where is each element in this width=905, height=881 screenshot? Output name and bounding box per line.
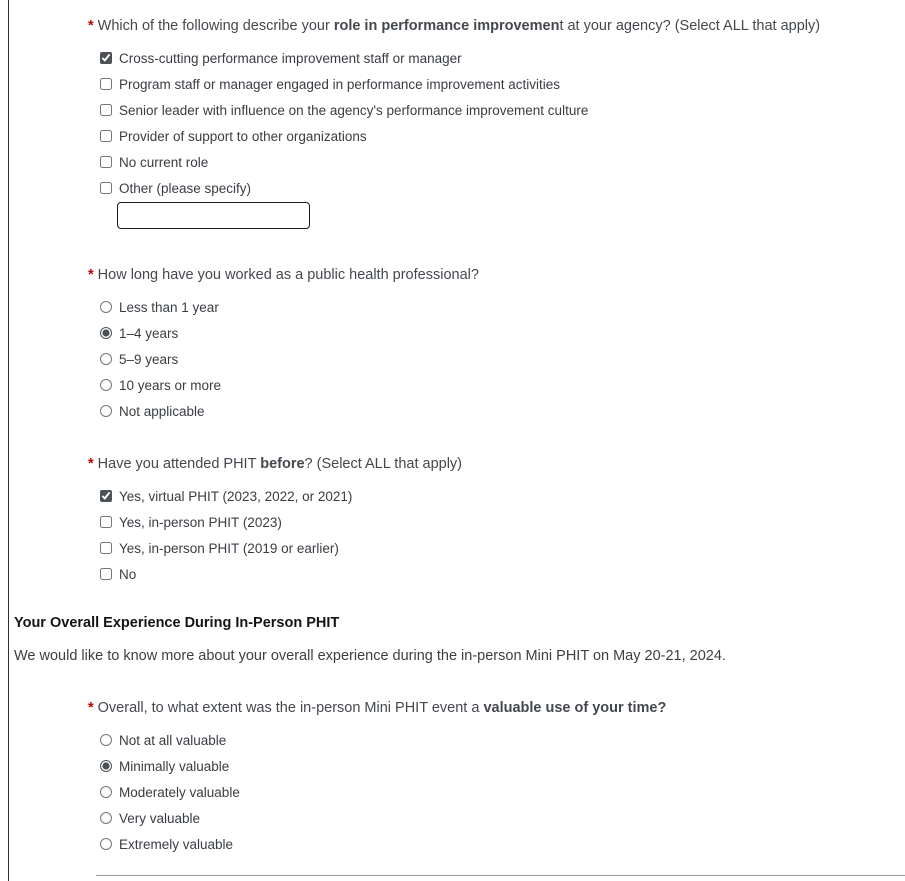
question-role-text-bold: role in performance improvemen <box>333 18 560 34</box>
option-label: Cross-cutting performance improvement staff or manager <box>119 50 462 66</box>
question-attended-text-bold: before <box>260 456 305 472</box>
section-heading: Your Overall Experience During In-Person PHIT <box>14 615 340 631</box>
radio-5-9-years[interactable] <box>100 353 112 365</box>
question-role-label <box>88 16 823 37</box>
option-label: 10 years or more <box>119 377 222 393</box>
option-label: No current role <box>119 154 209 170</box>
checkbox-provider-support[interactable] <box>100 130 112 142</box>
question-role-text-after: t at your agency? (Select ALL that apply) <box>559 18 821 34</box>
option-label: No <box>119 566 137 582</box>
question-valuable-block <box>88 698 875 857</box>
question-tenure-label <box>88 265 823 286</box>
radio-very-valuable[interactable] <box>100 812 112 824</box>
radio-not-applicable[interactable] <box>100 405 112 417</box>
question-valuable-options <box>100 727 875 857</box>
question-valuable-text-before: Overall, to what extent was the in-person Mini PHIT event a <box>97 700 484 716</box>
radio-moderately-valuable[interactable] <box>100 786 112 798</box>
option-label: Yes, in-person PHIT (2023) <box>119 514 282 530</box>
section-description: We would like to know more about your overall experience during the in-person Mini PHIT on May 20-21, 2024. <box>14 648 726 664</box>
radio-less-than-1-year[interactable] <box>100 301 112 313</box>
checkbox-no[interactable] <box>100 568 112 580</box>
question-role-block <box>88 16 875 229</box>
checkbox-option-provider-support[interactable] <box>100 123 875 149</box>
radio-option-10-years-or-more[interactable] <box>100 372 875 398</box>
question-attended-options <box>100 483 875 587</box>
required-asterisk: * <box>88 700 94 716</box>
option-label: 5–9 years <box>119 351 179 367</box>
checkbox-other[interactable] <box>100 182 112 194</box>
question-tenure-options <box>100 294 875 424</box>
option-label: Provider of support to other organizations <box>119 128 367 144</box>
other-specify-input[interactable] <box>117 202 310 229</box>
radio-minimally-valuable[interactable] <box>100 760 112 772</box>
checkbox-cross-cutting[interactable] <box>100 52 112 64</box>
checkbox-no-current-role[interactable] <box>100 156 112 168</box>
radio-option-minimally-valuable[interactable] <box>100 753 875 779</box>
bottom-divider <box>96 875 905 876</box>
radio-option-very-valuable[interactable] <box>100 805 875 831</box>
option-label: Minimally valuable <box>119 758 230 774</box>
option-label: Moderately valuable <box>119 784 240 800</box>
option-label: 1–4 years <box>119 325 179 341</box>
radio-not-at-all-valuable[interactable] <box>100 734 112 746</box>
checkbox-in-person-2019[interactable] <box>100 542 112 554</box>
radio-1-4-years[interactable] <box>100 327 112 339</box>
radio-option-not-at-all-valuable[interactable] <box>100 727 875 753</box>
option-label: Senior leader with influence on the agency's performance improvement culture <box>119 102 589 118</box>
option-label: Very valuable <box>119 810 201 826</box>
option-label: Other (please specify) <box>119 180 252 196</box>
checkbox-option-no[interactable] <box>100 561 875 587</box>
checkbox-option-other[interactable] <box>100 175 875 201</box>
radio-extremely-valuable[interactable] <box>100 838 112 850</box>
required-asterisk: * <box>88 18 94 34</box>
page-left-border <box>8 0 9 881</box>
radio-option-5-9-years[interactable] <box>100 346 875 372</box>
option-label: Less than 1 year <box>119 299 219 315</box>
checkbox-option-in-person-2019[interactable] <box>100 535 875 561</box>
radio-option-moderately-valuable[interactable] <box>100 779 875 805</box>
question-tenure-block <box>88 265 875 424</box>
checkbox-senior-leader[interactable] <box>100 104 112 116</box>
question-valuable-text-bold: valuable use of your time? <box>483 700 667 716</box>
option-label: Program staff or manager engaged in performance improvement activities <box>119 76 560 92</box>
question-role-text-before: Which of the following describe your <box>97 18 334 34</box>
question-attended-label <box>88 454 823 475</box>
option-label: Extremely valuable <box>119 836 234 852</box>
option-label: Not at all valuable <box>119 732 227 748</box>
question-attended-text-before: Have you attended PHIT <box>97 456 261 472</box>
checkbox-option-cross-cutting[interactable] <box>100 45 875 71</box>
radio-option-not-applicable[interactable] <box>100 398 875 424</box>
question-attended-text-after: ? (Select ALL that apply) <box>304 456 462 472</box>
option-label: Yes, in-person PHIT (2019 or earlier) <box>119 540 339 556</box>
checkbox-in-person-2023[interactable] <box>100 516 112 528</box>
checkbox-option-virtual-phit[interactable] <box>100 483 875 509</box>
question-role-options <box>100 45 875 229</box>
checkbox-option-in-person-2023[interactable] <box>100 509 875 535</box>
required-asterisk: * <box>88 267 94 283</box>
option-label: Yes, virtual PHIT (2023, 2022, or 2021) <box>119 488 353 504</box>
radio-10-years-or-more[interactable] <box>100 379 112 391</box>
radio-option-1-4-years[interactable] <box>100 320 875 346</box>
option-label: Not applicable <box>119 403 205 419</box>
checkbox-option-no-current-role[interactable] <box>100 149 875 175</box>
checkbox-option-program-staff[interactable] <box>100 71 875 97</box>
question-attended-block <box>88 454 875 587</box>
question-tenure-text: How long have you worked as a public health professional? <box>97 267 479 283</box>
checkbox-virtual-phit[interactable] <box>100 490 112 502</box>
checkbox-program-staff[interactable] <box>100 78 112 90</box>
radio-option-extremely-valuable[interactable] <box>100 831 875 857</box>
radio-option-less-than-1-year[interactable] <box>100 294 875 320</box>
required-asterisk: * <box>88 456 94 472</box>
checkbox-option-senior-leader[interactable] <box>100 97 875 123</box>
question-valuable-label <box>88 698 823 719</box>
